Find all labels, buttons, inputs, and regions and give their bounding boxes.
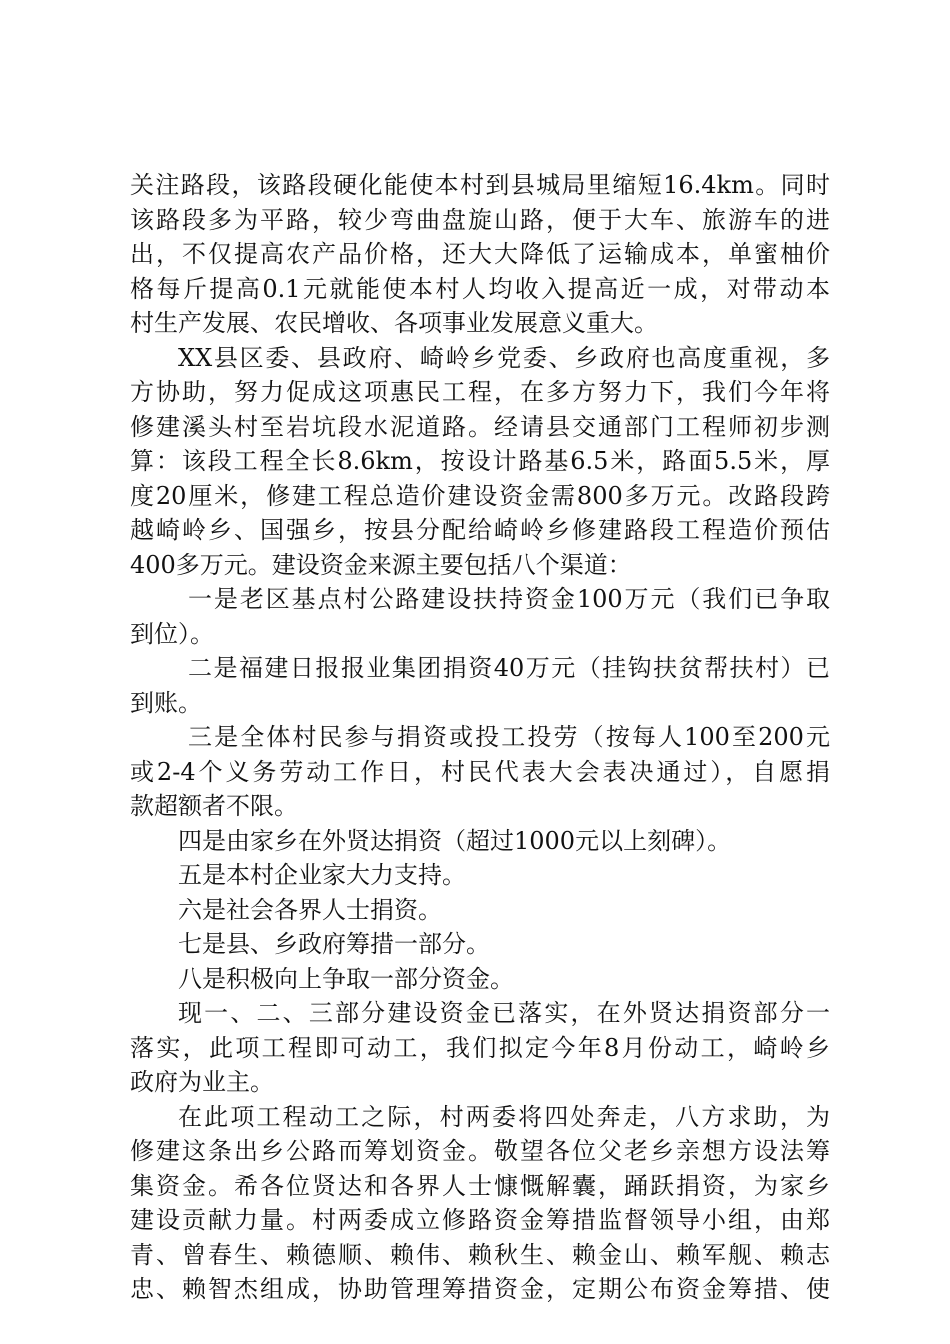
text-line: 算：该段工程全长8.6km，按设计路基6.5米，路面5.5米，厚 (130, 447, 830, 475)
text-line: 格每斤提高0.1元就能使本村人均收入提高近一成，对带动本 (130, 274, 830, 303)
text-line: 越崎岭乡、国强乡，按县分配给崎岭乡修建路段工程造价预估 (130, 516, 830, 544)
text-line: 落实，此项工程即可动工，我们拟定今年8月份动工，崎岭乡 (130, 1033, 830, 1062)
text-line: 关注路段，该路段硬化能使本村到县城局里缩短16.4km。同时 (130, 171, 830, 199)
document-body (130, 168, 830, 1307)
text-line: 到位）。 (130, 619, 214, 648)
text-line: 修建溪头村至岩坑段水泥道路。经请县交通部门工程师初步测 (130, 412, 830, 441)
list-item-3: 三是全体村民参与捐资或投工投劳（按每人100至200元 (188, 723, 830, 751)
list-item-7: 七是县、乡政府筹措一部分。 (178, 930, 490, 958)
list-item-6: 六是社会各界人士捐资。 (178, 895, 442, 924)
text-line: 款超额者不限。 (130, 792, 298, 820)
text-line: 集资金。希各位贤达和各界人士慷慨解囊，踊跃捐资，为家乡 (130, 1171, 830, 1200)
text-line: 到账。 (130, 688, 202, 717)
text-line: 青、曾春生、赖德顺、赖伟、赖秋生、赖金山、赖军舰、赖志 (130, 1240, 830, 1269)
text-line: 政府为业主。 (130, 1068, 274, 1096)
text-line: 修建这条出乡公路而筹划资金。敬望各位父老乡亲想方设法筹 (130, 1137, 830, 1165)
list-item-8: 八是积极向上争取一部分资金。 (178, 964, 514, 993)
text-line: 度20厘米，修建工程总造价建设资金需800多万元。改路段跨 (130, 481, 830, 510)
list-item-4: 四是由家乡在外贤达捐资（超过1000元以上刻碑）。 (178, 826, 732, 855)
text-line: 建设贡献力量。村两委成立修路资金筹措监督领导小组，由郑 (130, 1206, 830, 1234)
text-line: 或2-4个义务劳动工作日，村民代表大会表决通过），自愿捐 (130, 757, 830, 786)
list-item-5: 五是本村企业家大力支持。 (178, 861, 466, 889)
text-line: 400多万元。建设资金来源主要包括八个渠道： (130, 550, 632, 579)
text-line: 忠、赖智杰组成，协助管理筹措资金，定期公布资金筹措、使 (130, 1275, 830, 1303)
text-line: 村生产发展、农民增收、各项事业发展意义重大。 (130, 309, 658, 337)
text-line: 该路段多为平路，较少弯曲盘旋山路，便于大车、旅游车的进 (130, 205, 830, 234)
text-line: 方协助，努力促成这项惠民工程，在多方努力下，我们今年将 (130, 378, 830, 406)
paragraph-first-line: 现一、二、三部分建设资金已落实，在外贤达捐资部分一 (178, 999, 830, 1027)
list-item-1: 一是老区基点村公路建设扶持资金100万元（我们已争取 (188, 585, 830, 613)
list-item-2: 二是福建日报报业集团捐资40万元（挂钩扶贫帮扶村）已 (188, 654, 830, 682)
paragraph-first-line: XX县区委、县政府、崎岭乡党委、乡政府也高度重视，多 (178, 343, 830, 372)
paragraph-first-line: 在此项工程动工之际，村两委将四处奔走，八方求助，为 (178, 1102, 830, 1131)
text-line: 出，不仅提高农产品价格，还大大降低了运输成本，单蜜柚价 (130, 240, 830, 268)
